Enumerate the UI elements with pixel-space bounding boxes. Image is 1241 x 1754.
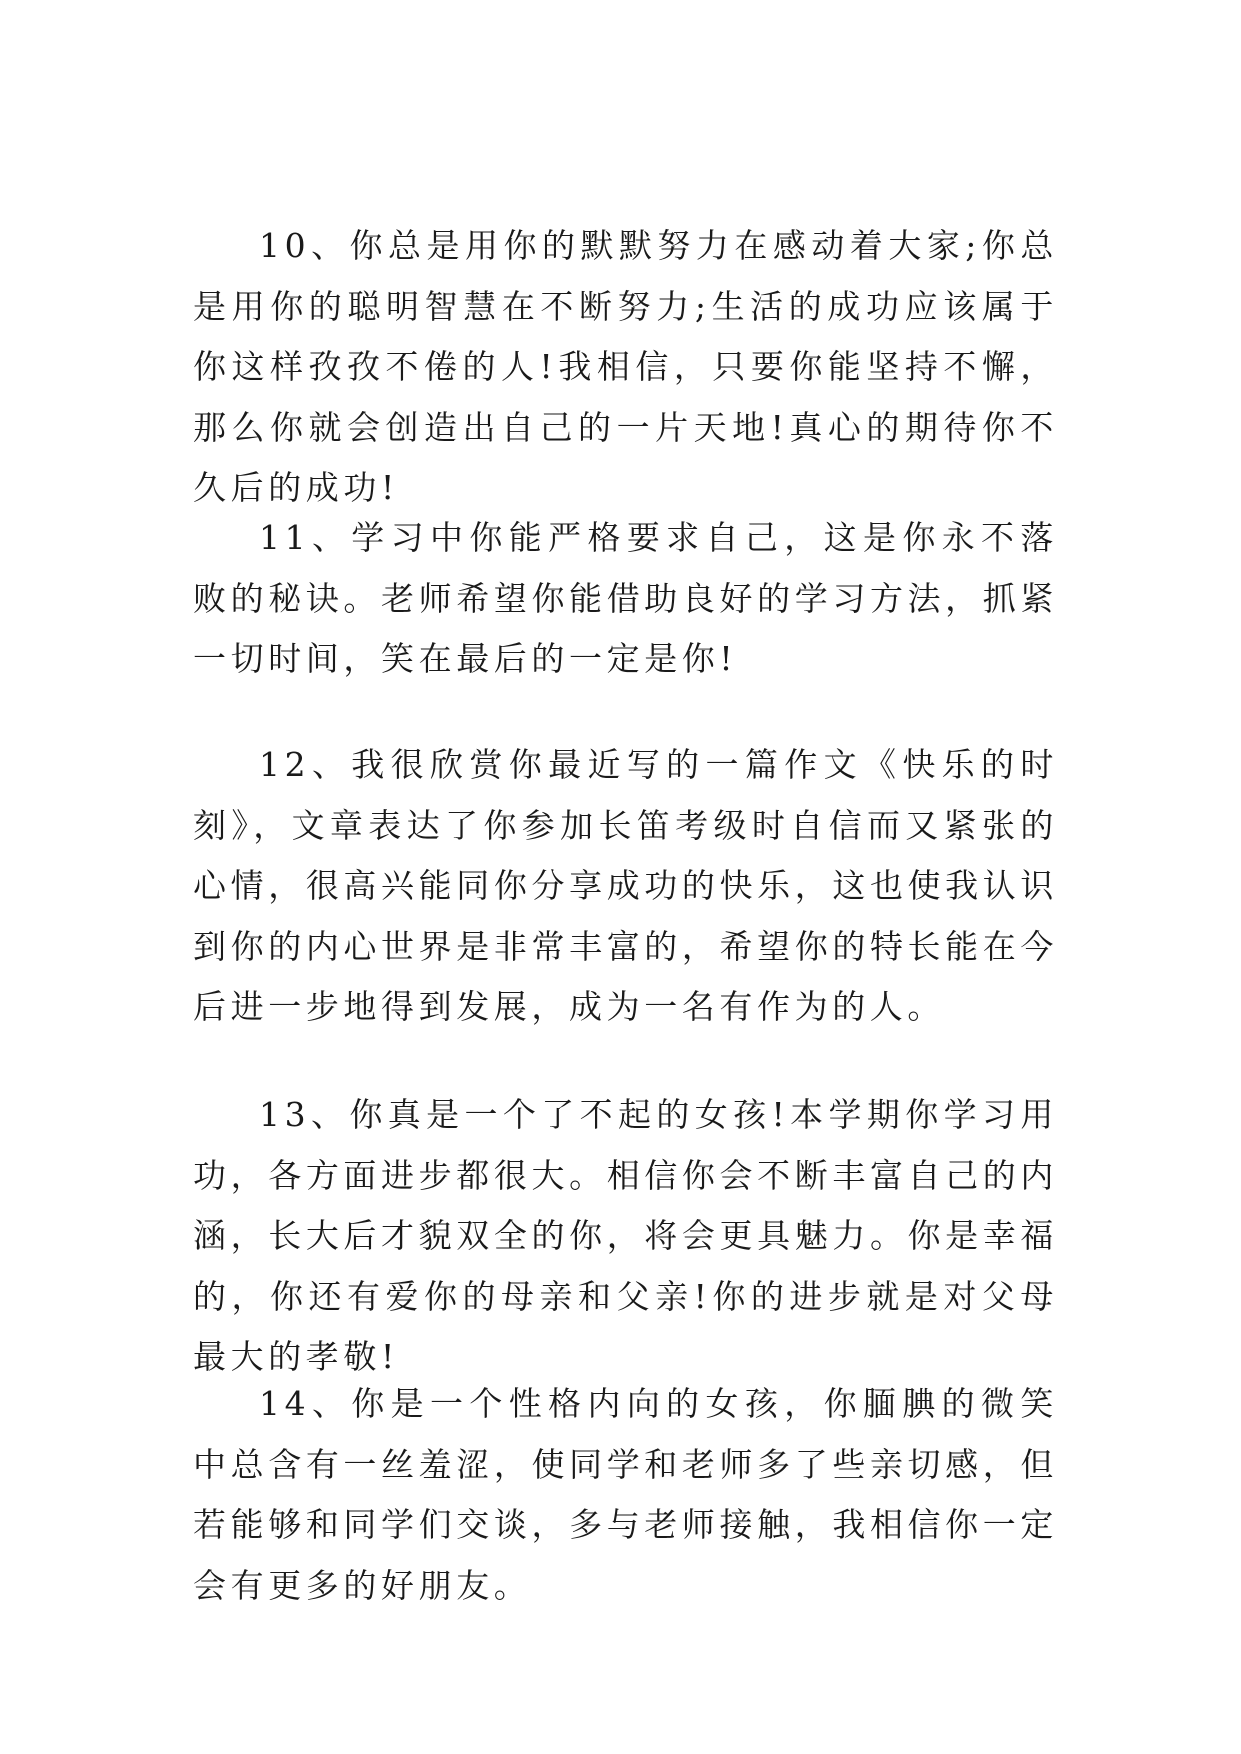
comment-paragraph-12: 12、我很欣赏你最近写的一篇作文《快乐的时刻》，文章表达了你参加长笛考级时自信而又紧张的心情，很高兴能同你分享成功的快乐，这也使我认识到你的内心世界是非常丰富的，希望你的特长能在今后进一步地得到发展，成为一名有作为的人。	[193, 745, 1058, 1026]
comment-paragraph-14: 14、你是一个性格内向的女孩，你腼腆的微笑中总含有一丝羞涩，使同学和老师多了些亲切感，但若能够和同学们交谈，多与老师接触，我相信你一定会有更多的好朋友。	[193, 1384, 1058, 1605]
comment-paragraph-11: 11、学习中你能严格要求自己，这是你永不落败的秘诀。老师希望你能借助良好的学习方法，抓紧一切时间，笑在最后的一定是你!	[193, 518, 1058, 678]
comment-paragraph-13: 13、你真是一个了不起的女孩!本学期你学习用功，各方面进步都很大。相信你会不断丰富自己的内涵，长大后才貌双全的你，将会更具魅力。你是幸福的，你还有爱你的母亲和父亲!你的进步就是对父母最大的孝敬!	[193, 1095, 1058, 1376]
comment-paragraph-10: 10、你总是用你的默默努力在感动着大家;你总是用你的聪明智慧在不断努力;生活的成功应该属于你这样孜孜不倦的人!我相信，只要你能坚持不懈，那么你就会创造出自己的一片天地!真心的期待你不久后的成功!	[193, 226, 1058, 507]
